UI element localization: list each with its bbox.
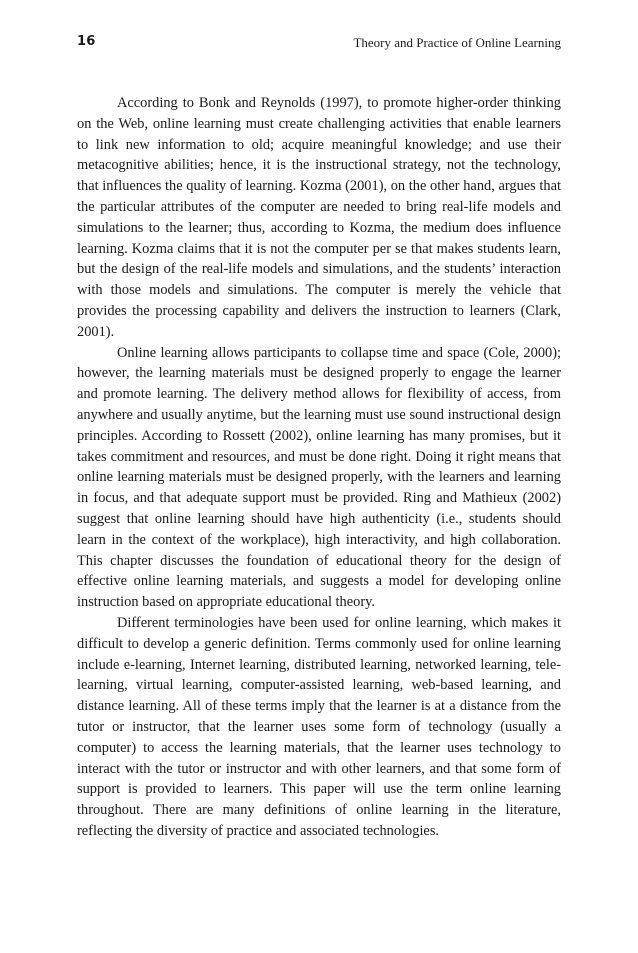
paragraph-1: According to Bonk and Reynolds (1997), to promote higher-order thinking on the Web, online learning must create challenging activities that enable learners to link new information to old; acquire meaningful knowledge; and use their metacognitive abilities; hence, it is the instructional strategy, not the technology, that influences the quality of learning. Kozma (2001), on the other hand, argues that the particular attributes of the computer are needed to bring real-life models and simulations to the learner; thus, according to Kozma, the medium does influence learning. Kozma claims that it is not the computer per se that makes students learn, but the design of the real-life models and simulations, and the students’ interaction with those models and simulations. The computer is merely the vehicle that provides the processing capability and delivers the instruction to learners (Clark, 2001). xyxy=(77,95,561,340)
running-header-title: Theory and Practice of Online Learning xyxy=(353,35,561,50)
page-number: 16 xyxy=(77,34,96,49)
body-text xyxy=(77,93,561,842)
paragraph-2: Online learning allows participants to collapse time and space (Cole, 2000); however, the learning materials must be designed properly to engage the learner and promote learning. The delivery method allows for flexibility of access, from anywhere and usually anytime, but the learning must use sound instructional design principles. According to Rossett (2002), online learning has many promises, but it takes commitment and resources, and must be done right. Doing it right means that online learning materials must be designed properly, with the learners and learning in focus, and that adequate support must be provided. Ring and Mathieux (2002) suggest that online learning should have high authenticity (i.e., students should learn in the context of the workplace), high interactivity, and high collaboration. This chapter discusses the foundation of educational theory for the design of effective online learning materials, and suggests a model for developing online instruction based on appropriate educational theory. xyxy=(77,344,561,611)
paragraph-3: Different terminologies have been used for online learning, which makes it difficult to develop a generic definition. Terms commonly used for online learning include e-learning, Internet learning, distributed learning, networked learning, tele-learning, virtual learning, computer-assisted learning, web-based learning, and distance learning. All of these terms imply that the learner is at a distance from the tutor or instructor, that the learner uses some form of technology (usually a computer) to access the learning materials, that the learner uses technology to interact with the tutor or instructor and with other learners, and that some form of support is provided to learners. This paper will use the term online learning throughout. There are many definitions of online learning in the literature, reflecting the diversity of practice and associated technologies. xyxy=(77,614,561,839)
